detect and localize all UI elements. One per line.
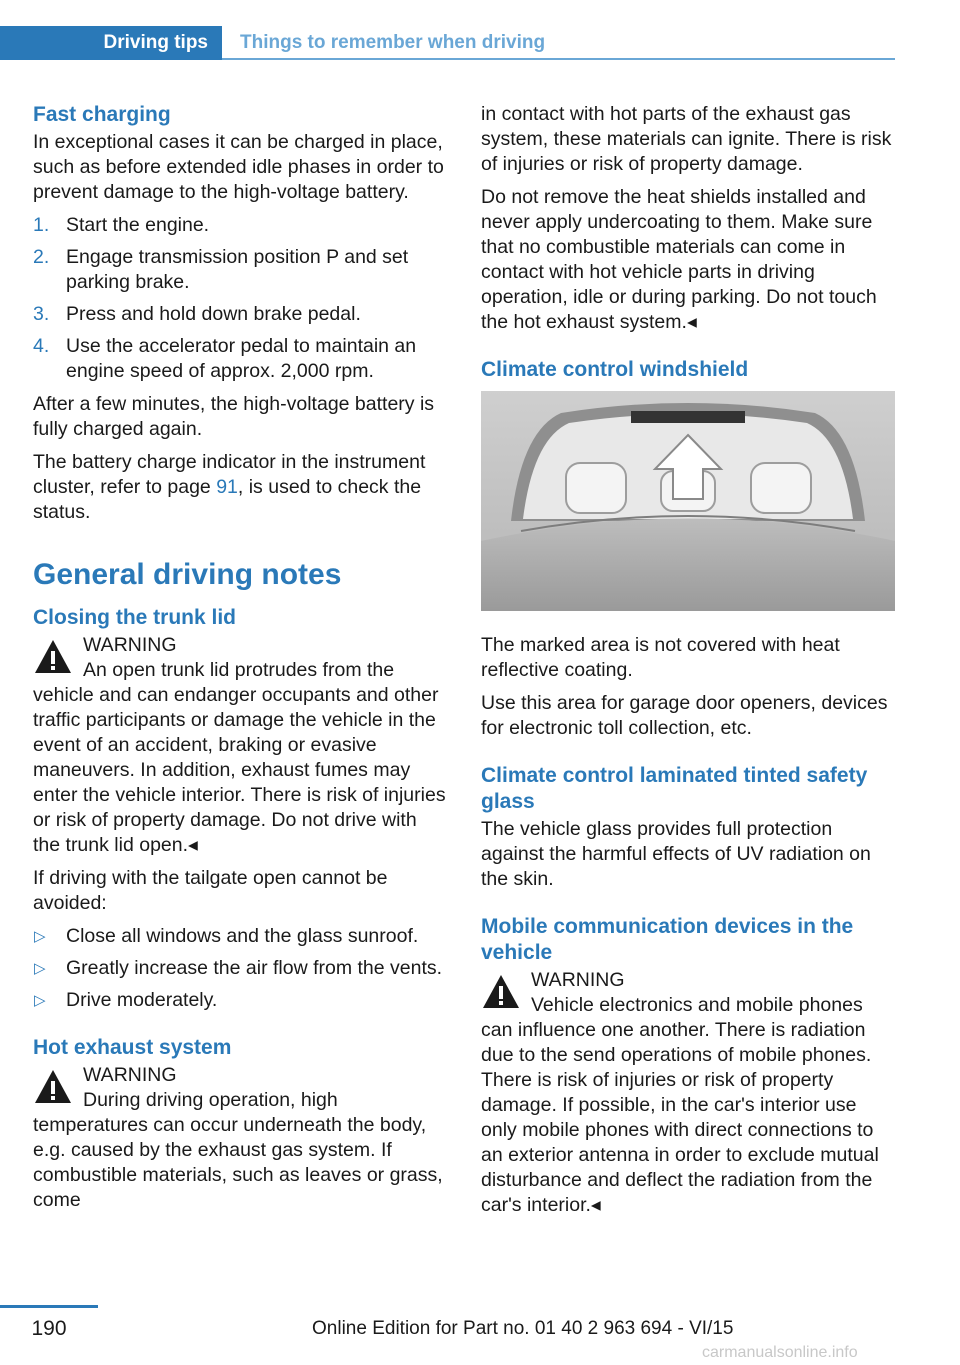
bullet-text: Close all windows and the glass sunroof. [66,925,419,947]
list-item [33,988,447,1013]
header-divider [222,58,895,60]
trunk-lid-heading: Closing the trunk lid [33,606,236,629]
windshield-text-1: The marked area is not covered with heat reflective coating. [481,634,840,681]
exhaust-warning [33,1063,447,1213]
windshield-illustration [481,391,895,611]
step-text: Use the accelerator pedal to maintain an engine speed of approx. 2,000 rpm. [66,335,417,382]
mobile-devices-heading: Mobile communication devices in the vehicle [481,915,854,964]
step-number: 3. [33,303,50,325]
warning-text: During driving operation, high temperatures can occur underneath the body, e.g. caused by the exhaust gas system. If combustible materials, such as leaves or grass, come [33,1089,443,1211]
right-column [481,102,895,1226]
list-item [33,302,447,327]
list-item [33,956,447,981]
page-number: 190 [31,1317,67,1340]
exhaust-continued-text: in contact with hot parts of the exhaust gas system, these materials can ignite. There is risk of injuries or risk of property damage. [481,103,892,175]
after-steps-text: After a few minutes, the high-voltage battery is fully charged again. [33,393,435,440]
trunk-warning [33,633,447,858]
tailgate-bullets [33,924,447,1013]
page-header [0,26,895,62]
warning-text: An open trunk lid protrudes from the vehicle and can endanger occupants and other traffic participants or damage the vehicle in the event of an accident, braking or evasive maneuvers. In addition, exhaust fumes may enter the vehicle interior. There is risk of injuries or risk of property damage. Do not drive with the trunk lid open.◂ [33,659,446,856]
warning-icon [33,1067,73,1107]
bullet-text: Greatly increase the air flow from the vents. [66,957,443,979]
warning-label: WARNING [83,634,177,656]
bullet-triangle-icon: ▷ [34,960,46,977]
step-number: 4. [33,335,50,357]
charge-indicator-text [33,450,447,525]
step-number: 2. [33,246,50,268]
tailgate-intro: If driving with the tailgate open cannot be avoided: [33,867,388,914]
fast-charging-heading: Fast charging [33,103,171,126]
windshield-heading: Climate control windshield [481,358,749,381]
bullet-text: Drive moderately. [66,989,218,1011]
list-item [33,924,447,949]
step-text: Engage transmission position P and set parking brake. [66,246,409,293]
indicator-text-after: , is used to check the status. [33,476,422,523]
warning-text: Vehicle electronics and mobile phones can influence one another. There is radiation due to the send operations of mobile phones. There is risk of injuries or risk of property damage. If possible, in the car's interior use only mobile phones with direct connections to an exterior antenna in order to exclude mutual disturbance and deflect the radiation from the car's interior.◂ [481,994,879,1216]
general-driving-notes-heading: General driving notes [33,558,342,591]
step-number: 1. [33,214,50,236]
windshield-text-2: Use this area for garage door openers, devices for electronic toll collection, etc. [481,692,888,739]
bullet-triangle-icon: ▷ [34,992,46,1009]
mobile-warning [481,968,895,1218]
bullet-triangle-icon: ▷ [34,928,46,945]
heat-shields-text: Do not remove the heat shields installed and never apply undercoating to them. Make sure that no combustible materials can come in contact with hot vehicle parts in driving operation, idle or during parking. Do not touch the hot exhaust system.◂ [481,186,877,333]
list-item [33,334,447,384]
tinted-glass-heading: Climate control laminated tinted safety glass [481,764,868,813]
page-number-rule [0,1305,98,1308]
section-tab[interactable]: Things to remember when driving [240,32,546,53]
page-link[interactable]: 91 [216,476,238,498]
warning-label: WARNING [531,969,625,991]
list-item [33,245,447,295]
step-text: Start the engine. [66,214,210,236]
tinted-glass-text: The vehicle glass provides full protection against the harmful effects of UV radiation on the skin. [481,818,871,890]
indicator-text-before: The battery charge indicator in the instrument cluster, refer to page [33,451,426,498]
warning-icon [33,637,73,677]
step-text: Press and hold down brake pedal. [66,303,361,325]
left-column [33,102,447,1221]
fast-charging-intro: In exceptional cases it can be charged in place, such as before extended idle phases in order to prevent damage to the high-voltage battery. [33,131,444,203]
warning-label: WARNING [83,1064,177,1086]
list-item [33,213,447,238]
warning-icon [481,972,521,1012]
hot-exhaust-heading: Hot exhaust system [33,1036,232,1059]
fast-charging-steps [33,213,447,384]
watermark: carmanualsonline.info [702,1344,858,1361]
edition-footer: Online Edition for Part no. 01 40 2 963 694 - VI/15 [312,1318,734,1339]
chapter-tab[interactable]: Driving tips [0,26,222,60]
